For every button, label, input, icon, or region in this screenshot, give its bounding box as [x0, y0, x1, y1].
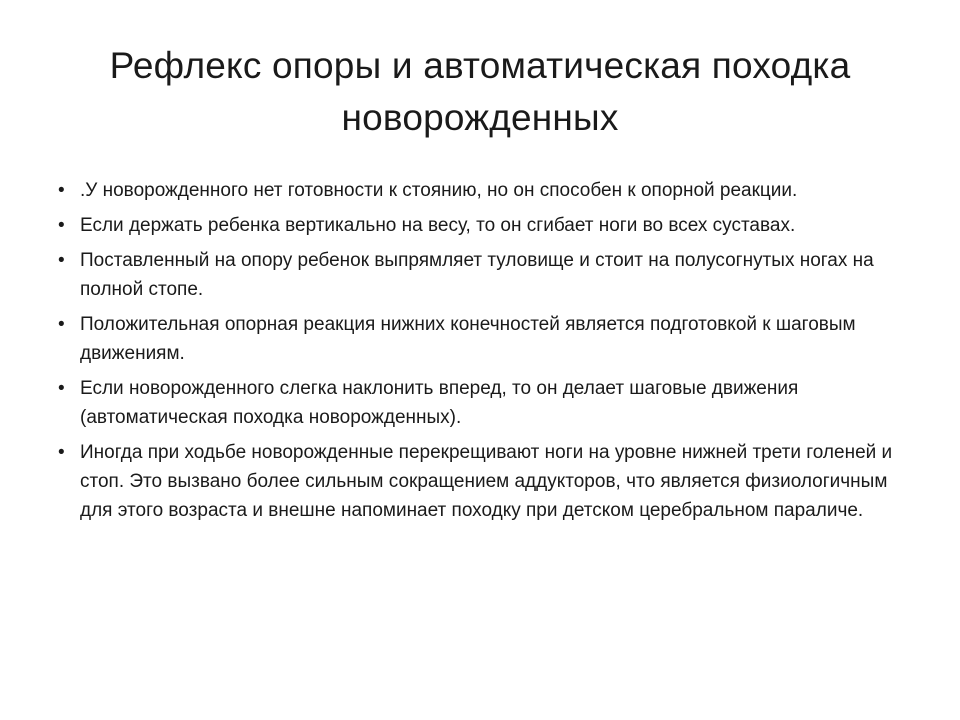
bullet-glyph: •	[58, 250, 65, 271]
bullet-glyph: •	[58, 378, 65, 399]
bullet-item	[58, 310, 918, 368]
bullet-text: Поставленный на опору ребенок выпрямляет туловище и стоит на полусогнутых ногах на полной стопе.	[80, 250, 874, 300]
bullet-item	[58, 246, 918, 304]
bullet-text: Если держать ребенка вертикально на весу, то он сгибает ноги во всех суставах.	[80, 215, 796, 236]
slide-title-line-2: новорожденных	[341, 97, 619, 138]
bullet-glyph: •	[58, 314, 65, 335]
bullet-glyph: •	[58, 180, 65, 201]
bullet-text: Положительная опорная реакция нижних конечностей является подготовкой к шаговым движениям.	[80, 314, 856, 364]
bullet-glyph: •	[58, 215, 65, 236]
bullet-text: Иногда при ходьбе новорожденные перекрещивают ноги на уровне нижней трети голеней и стоп. Это вызвано более сильным сокращением аддукторов, что является физиологичным для этого возраста и внешне напоминает походку при детском церебральном параличе.	[80, 442, 893, 521]
bullet-text: Если новорожденного слегка наклонить вперед, то он делает шаговые движения (автоматическая походка новорожденных).	[80, 378, 799, 428]
slide-title-line-1: Рефлекс опоры и автоматическая походка	[109, 45, 851, 86]
slide-title	[60, 40, 900, 144]
bullet-glyph: •	[58, 442, 65, 463]
bullet-item	[58, 211, 918, 240]
bullet-list	[58, 176, 918, 531]
bullet-text: .У новорожденного нет готовности к стоянию, но он способен к опорной реакции.	[80, 180, 798, 201]
bullet-item	[58, 176, 918, 205]
bullet-item	[58, 438, 918, 525]
bullet-item	[58, 374, 918, 432]
